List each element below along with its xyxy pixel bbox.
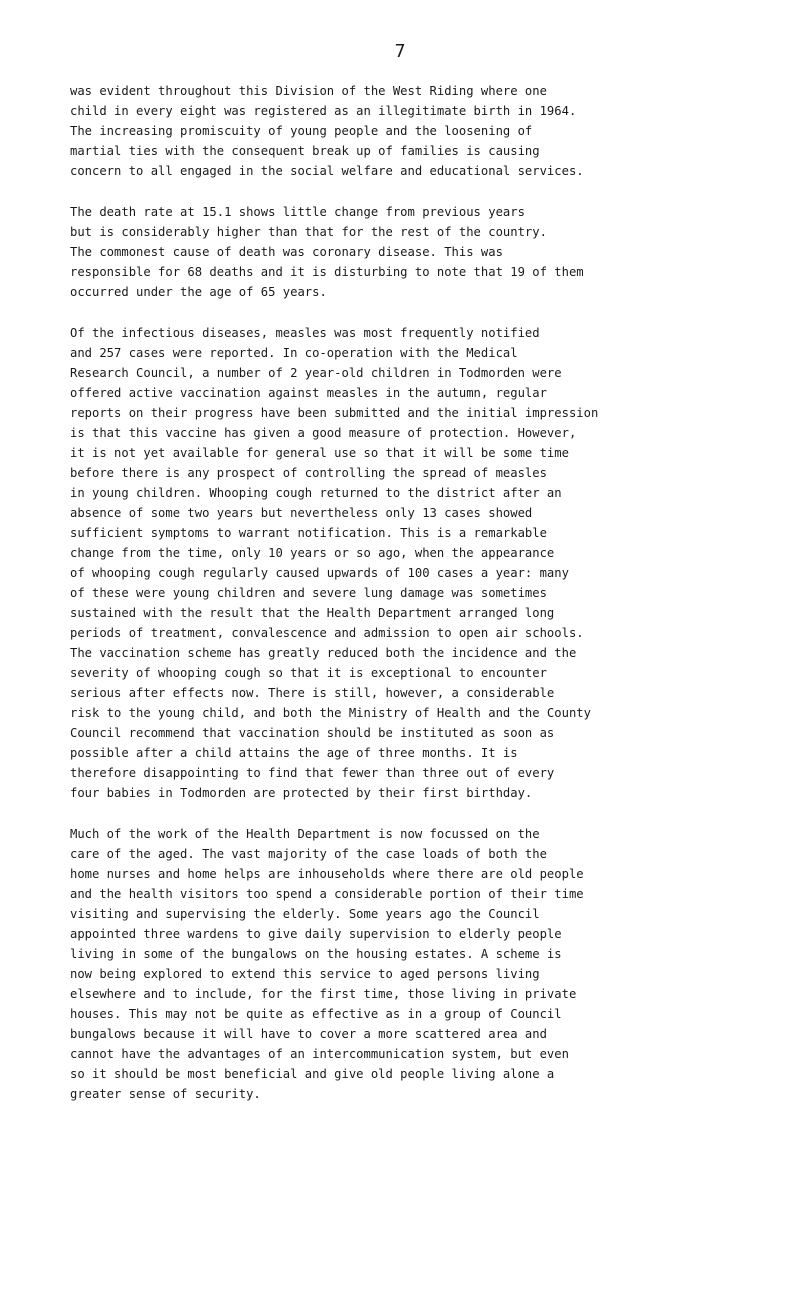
text-line: Research Council, a number of 2 year-old children in Todmorden were (70, 366, 562, 380)
text-line: Council recommend that vaccination should be instituted as soon as (70, 726, 555, 740)
paragraph-infectious-diseases (70, 323, 800, 803)
text-line: sustained with the result that the Health Department arranged long (70, 606, 555, 620)
text-line: care of the aged. The vast majority of the case loads of both the (70, 847, 547, 861)
paragraph-care-of-aged (70, 824, 800, 1104)
text-line: severity of whooping cough so that it is exceptional to encounter (70, 666, 547, 680)
text-line: therefore disappointing to find that fewer than three out of every (70, 766, 555, 780)
text-line: responsible for 68 deaths and it is disturbing to note that 19 of them (70, 265, 584, 279)
body-text (70, 81, 800, 1104)
text-line: of these were young children and severe lung damage was sometimes (70, 586, 547, 600)
text-line: cannot have the advantages of an intercommunication system, but even (70, 1047, 569, 1061)
page-number: 7 (394, 41, 406, 62)
paragraph-spacer (70, 302, 800, 323)
text-line: Of the infectious diseases, measles was most frequently notified (70, 326, 540, 340)
text-line: greater sense of security. (70, 1087, 261, 1101)
text-line: elsewhere and to include, for the first time, those living in private (70, 987, 577, 1001)
text-line: The vaccination scheme has greatly reduced both the incidence and the (70, 646, 577, 660)
text-line: martial ties with the consequent break up of families is causing (70, 144, 540, 158)
text-line: it is not yet available for general use so that it will be some time (70, 446, 569, 460)
text-line: absence of some two years but nevertheless only 13 cases showed (70, 506, 533, 520)
text-line: before there is any prospect of controlling the spread of measles (70, 466, 547, 480)
text-line: reports on their progress have been submitted and the initial impression (70, 406, 599, 420)
text-line: and the health visitors too spend a considerable portion of their time (70, 887, 584, 901)
text-line: but is considerably higher than that for the rest of the country. (70, 225, 547, 239)
text-line: bungalows because it will have to cover a more scattered area and (70, 1027, 547, 1041)
paragraph-death-rate (70, 202, 800, 302)
text-line: in young children. Whooping cough returned to the district after an (70, 486, 562, 500)
paragraph-spacer (70, 803, 800, 824)
text-line: serious after effects now. There is still, however, a considerable (70, 686, 555, 700)
text-line: occurred under the age of 65 years. (70, 285, 327, 299)
paragraph-illegitimacy (70, 81, 800, 181)
paragraph-spacer (70, 181, 800, 202)
text-line: living in some of the bungalows on the housing estates. A scheme is (70, 947, 562, 961)
text-line: periods of treatment, convalescence and admission to open air schools. (70, 626, 584, 640)
text-line: sufficient symptoms to warrant notification. This is a remarkable (70, 526, 547, 540)
text-line: now being explored to extend this service to aged persons living (70, 967, 540, 981)
text-line: was evident throughout this Division of the West Riding where one (70, 84, 547, 98)
text-line: so it should be most beneficial and give old people living alone a (70, 1067, 555, 1081)
text-line: offered active vaccination against measles in the autumn, regular (70, 386, 547, 400)
text-line: is that this vaccine has given a good measure of protection. However, (70, 426, 577, 440)
text-line: The commonest cause of death was coronary disease. This was (70, 245, 503, 259)
text-line: change from the time, only 10 years or so ago, when the appearance (70, 546, 555, 560)
text-line: of whooping cough regularly caused upwards of 100 cases a year: many (70, 566, 569, 580)
text-line: The death rate at 15.1 shows little change from previous years (70, 205, 525, 219)
text-line: houses. This may not be quite as effective as in a group of Council (70, 1007, 562, 1021)
text-line: risk to the young child, and both the Ministry of Health and the County (70, 706, 591, 720)
text-line: home nurses and home helps are inhouseholds where there are old people (70, 867, 584, 881)
text-line: appointed three wardens to give daily supervision to elderly people (70, 927, 562, 941)
text-line: four babies in Todmorden are protected by their first birthday. (70, 786, 533, 800)
text-line: visiting and supervising the elderly. Some years ago the Council (70, 907, 540, 921)
text-line: concern to all engaged in the social welfare and educational services. (70, 164, 584, 178)
text-line: Much of the work of the Health Department is now focussed on the (70, 827, 540, 841)
text-line: The increasing promiscuity of young people and the loosening of (70, 124, 533, 138)
text-line: child in every eight was registered as an illegitimate birth in 1964. (70, 104, 577, 118)
text-line: and 257 cases were reported. In co-operation with the Medical (70, 346, 518, 360)
text-line: possible after a child attains the age of three months. It is (70, 746, 518, 760)
